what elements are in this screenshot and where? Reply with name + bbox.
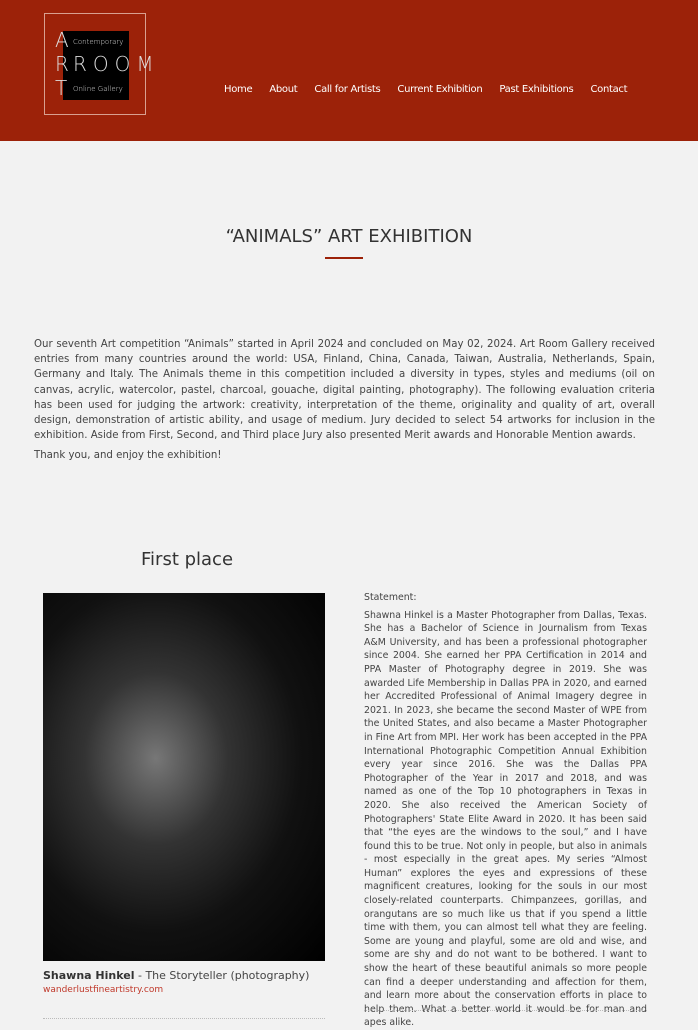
logo[interactable]: [44, 13, 160, 115]
artwork-title: - The Storyteller (photography): [134, 969, 310, 982]
divider: [364, 1010, 647, 1011]
artist-website-link[interactable]: wanderlustfineartistry.com: [43, 985, 164, 995]
statement-text: Shawna Hinkel is a Master Photographer from Dallas, Texas. She has a Bachelor of Science in Journalism from Texas A&M University, and has been a professional photographer since 2004. She earned her PPA Certification in 2014 and PPA Master of Photography degree in 2019. She was awarded Life Membership in Dallas PPA in 2020, and earned her Accredited Professional of Animal Imagery degree in 2021. In 2023, she became the second Master of WPE from the United States, and also became a Master Photographer in Fine Art from MPI. Her work has been accepted in the PPA International Photographic Competition Annual Exhibition every year since 2016. She was the Dallas PPA Photographer of the Year in 2017 and 2018, and was named as one of the Top 10 photographers in Texas in 2020. She also received the American Society of Photographers' State Elite Award in 2020. It has been said that “the eyes are the windows to the soul,” and I have found this to be true. Not only in people, but also in animals - most especially in the great apes. My series “Almost Human” explores the eyes and expressions of these magnificent creatures, looking for the souls in our most closely-related counterparts. Chimpanzees, gorillas, and orangutans are so much like us that if you spend a little time with them, you can almost tell what they are feeling. Some are young and playful, some are old and wise, and some are shy and do not want to be bothered. I want to show the heart of these beautiful animals so more people can find a deeper understanding and affection for them, and learn more about the conservation efforts in place to help them. What a better world it would be for man and apes alike.: [364, 609, 647, 1029]
artwork-image[interactable]: [43, 593, 325, 961]
statement-label: Statement:: [364, 592, 417, 603]
logo-bottom: Online Gallery: [73, 85, 123, 93]
nav-call-for-artists[interactable]: Call for Artists: [314, 84, 381, 95]
logo-room: ROOM: [73, 52, 160, 76]
main-nav: [224, 84, 627, 95]
title-divider: [325, 257, 363, 259]
intro-thanks: Thank you, and enjoy the exhibition!: [34, 450, 222, 462]
artist-statement: [364, 591, 647, 1030]
page-title: “ANIMALS” ART EXHIBITION: [225, 226, 473, 247]
artwork-caption: [43, 968, 325, 997]
intro-paragraph: Our seventh Art competition “Animals” started in April 2024 and concluded on May 02, 2024. Art Room Gallery received entries from many countries around the world: USA, Finland, China, Canada, Taiwan, Australia, Netherlands, Spain, Germany and Italy. The Animals theme in this competition included a diversity in types, styles and mediums (oil on canvas, acrylic, watercolor, pastel, charcoal, gouache, digital painting, photography). The following evaluation criteria has been used for judging the artwork: creativity, interpretation of the theme, originality and quality of art, overall design, demonstration of artistic ability, and usage of medium. Jury decided to select 54 artworks for inclusion in the exhibition. Aside from First, Second, and Third place Jury also presented Merit awards and Honorable Mention awards.: [34, 339, 655, 442]
nav-past-exhibitions[interactable]: Past Exhibitions: [499, 84, 574, 95]
nav-contact[interactable]: Contact: [590, 84, 628, 95]
nav-home[interactable]: Home: [224, 84, 253, 95]
nav-about[interactable]: About: [269, 84, 298, 95]
site-header: [0, 0, 698, 141]
place-heading: First place: [141, 549, 234, 570]
logo-letter: T: [55, 76, 68, 100]
intro-text: [34, 337, 655, 469]
logo-letter: R: [55, 52, 69, 76]
logo-letter: A: [55, 28, 69, 52]
logo-top: Contemporary: [73, 38, 124, 46]
nav-current-exhibition[interactable]: Current Exhibition: [397, 84, 483, 95]
artist-name: Shawna Hinkel: [43, 969, 135, 982]
divider: [43, 1018, 325, 1019]
